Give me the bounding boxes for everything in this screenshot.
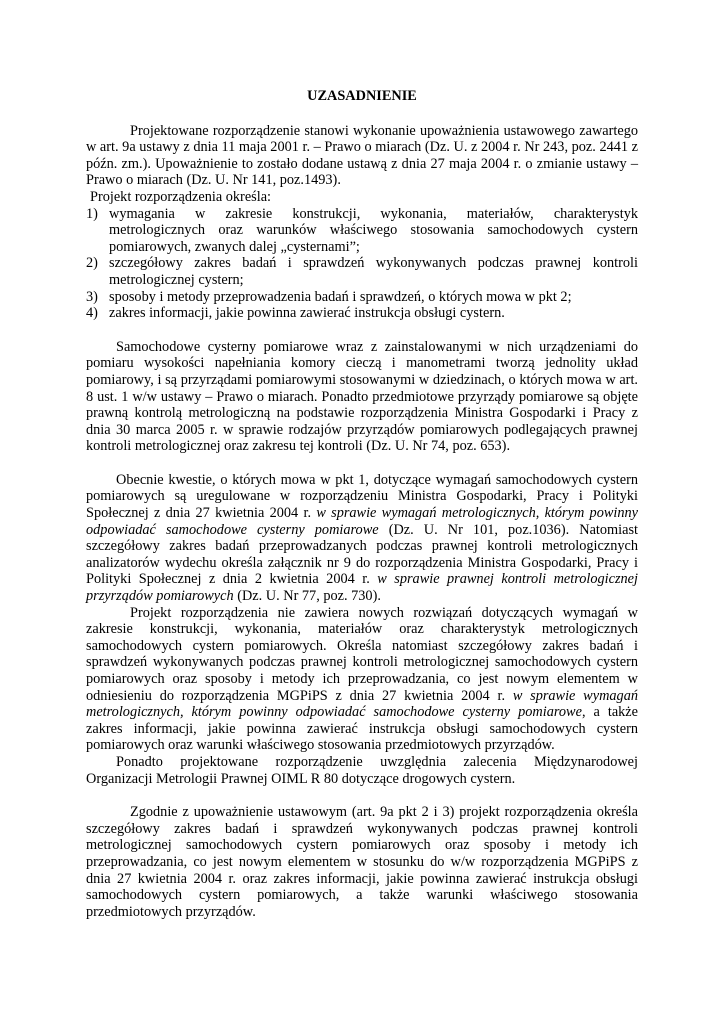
list-item-number: 1) [86, 205, 98, 222]
paragraph-project-scope [86, 605, 638, 754]
italic-regulation-title: w sprawie prawnej kontroli metrologicznej przyrządów pomiarowych [86, 571, 639, 605]
paragraph-current-regulation [86, 472, 638, 605]
list-item [86, 206, 638, 256]
list-item [86, 305, 638, 322]
text-segment: Projekt rozporządzenia nie zawiera nowych rozwiązań dotyczących wymagań w zakresie konstrukcji, wykonania, materiałów oraz charakterystyk metrologicznych samochodowych cystern pomiarowych. Określa natomiast szczegółowy zakres badań i sprawdzeń wykonywanych podczas prawnej kontroli metrologicznej samochodowych cystern pomiarowych oraz sposoby i metody ich przeprowadzania, co jest nowym elementem w odniesieniu do rozporządzenia MGPiPS z dnia 27 kwietnia 2004 r. [86, 604, 638, 704]
scope-list [86, 206, 638, 322]
list-item [86, 289, 638, 306]
text-segment: , a także zakres informacji, jakie powinna zawierać instrukcja obsługi samochodowych cystern pomiarowych oraz warunki właściwego stosowania przedmiotowych przyrządów. [86, 704, 639, 754]
paragraph-legal-basis: Projektowane rozporządzenie stanowi wykonanie upoważnienia ustawowego zawartego w art. 9a ustawy z dnia 11 maja 2001 r. – Prawo o miarach (Dz. U. z 2004 r. Nr 243, poz. 2441 z późn. zm.). Upoważnienie to zostało dodane ustawą z dnia 27 maja 2004 r. o zmianie ustawy – Prawo o miarach (Dz. U. Nr 141, poz.1493). [86, 122, 638, 189]
list-item [86, 255, 638, 288]
list-item-number: 2) [86, 255, 98, 272]
list-item-text: zakres informacji, jakie powinna zawierać instrukcja obsługi cystern. [109, 305, 505, 322]
paragraph-measuring-tanks: Samochodowe cysterny pomiarowe wraz z zainstalowanymi w nich urządzeniami do pomiaru wysokości napełniania komory cieczą i manometrami tworzą jednolity układ pomiarowy, i są przyrządami pomiarowymi stosowanymi w dziedzinach, o których mowa w art. 8 ust. 1 w/w ustawy – Prawo o miarach. Ponadto przedmiotowe przyrządy pomiarowe są objęte prawną kontrolą metrologiczną na podstawie rozporządzenia Ministra Gospodarki i Pracy z dnia 30 marca 2005 r. w sprawie rodzajów przyrządów pomiarowych podlegających prawnej kontroli metrologicznej oraz zakresu tej kontroli (Dz. U. Nr 74, poz. 653). [86, 338, 638, 455]
italic-regulation-title: w sprawie wymagań metrologicznych, którym powinny odpowiadać samochodowe cysterny pomiarowe [86, 505, 639, 538]
text-segment: (Dz. U. Nr 101, poz.1036). Natomiast szczegółowy zakres badań przeprowadzanych podczas prawnej kontroli metrologicznych analizatorów wydechu określa załącznik nr 9 do rozporządzenia Ministra Gospodarki, Pracy i Polityki Społecznej z dnia 2 kwietnia 2004 r. [86, 521, 639, 588]
list-item-text: wymagania w zakresie konstrukcji, wykonania, materiałów, charakterystyk metrologicznych oraz warunków właściwego stosowania samochodowych cystern pomiarowych, zwanych dalej „cysternami”; [109, 205, 638, 255]
list-item-number: 4) [86, 305, 98, 322]
italic-regulation-title: w sprawie wymagań metrologicznych, którym powinny odpowiadać samochodowe cysterny pomiarowe [86, 687, 638, 721]
paragraph-oiml: Ponadto projektowane rozporządzenie uwzględnia zalecenia Międzynarodowej Organizacji Metrologii Prawnej OIML R 80 dotyczące drogowych cystern. [86, 753, 638, 787]
text-segment: Obecnie kwestie, o których mowa w pkt 1, dotyczące wymagań samochodowych cystern pomiarowych są uregulowane w rozporządzeniu Ministra Gospodarki, Pracy i Polityki Społecznej z dnia 27 kwietnia 2004 r. [86, 471, 638, 522]
list-item-text: sposoby i metody przeprowadzenia badań i sprawdzeń, o których mowa w pkt 2; [109, 288, 572, 305]
text-segment: (Dz. U. Nr 77, poz. 730). [237, 588, 381, 605]
list-item-text: szczegółowy zakres badań i sprawdzeń wykonywanych podczas prawnej kontroli metrologicznej cystern; [109, 255, 638, 288]
paragraph-delegation: Zgodnie z upoważnienie ustawowym (art. 9a pkt 2 i 3) projekt rozporządzenia określa szczegółowy zakres badań i sprawdzeń wykonywanych podczas prawnej kontroli metrologicznej samochodowych cystern pomiarowych oraz sposoby i metody ich przeprowadzania, co jest nowym elementem w stosunku do w/w rozporządzenia MGPiPS z dnia 27 kwietnia 2004 r. oraz zakres informacji, jakie powinna zawierać instrukcja obsługi samochodowych cystern pomiarowych, a także warunki właściwego stosowania przedmiotowych przyrządów. [86, 804, 638, 920]
list-item-number: 3) [86, 288, 98, 305]
document-title: UZASADNIENIE [307, 88, 417, 104]
document-body [86, 88, 638, 920]
list-intro: Projekt rozporządzenia określa: [90, 188, 272, 205]
